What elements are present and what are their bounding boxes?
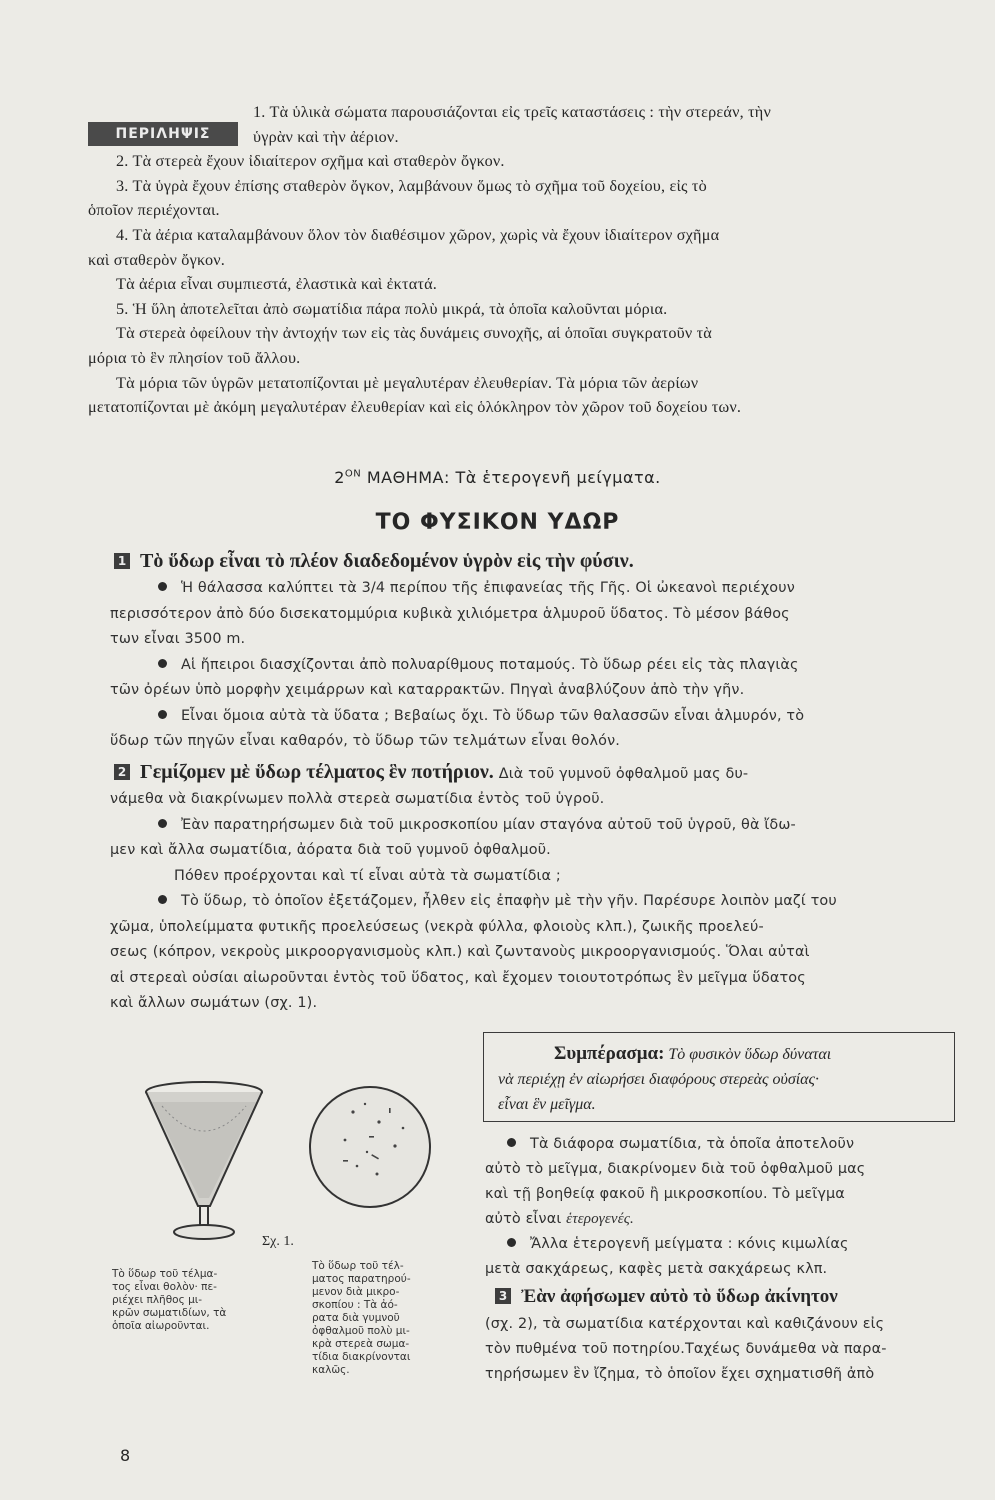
caption-line: ριέχει πλῆθος μι- — [112, 1294, 203, 1306]
section-2-title: Γεμίζομεν μὲ ὕδωρ τέλματος ἓν ποτήριον. — [140, 760, 494, 783]
text-line: Ἄλλα ἑτερογενῆ μείγματα : κόνις κιμωλίας — [530, 1236, 849, 1252]
summary-line: 4. Τὰ ἀέρια καταλαμβάνουν ὅλον τὸν διαθέσιμον χῶρον, χωρὶς νὰ ἔχουν ἰδιαίτερον σχῆμα — [116, 225, 720, 244]
text-line: Τὰ διάφορα σωματίδια, τὰ ὁποῖα ἀποτελοῦν — [530, 1136, 855, 1152]
section-1-title: Τὸ ὕδωρ εἶναι τὸ πλέον διαδεδομένον ὑγρὸν εἰς τὴν φύσιν. — [140, 550, 634, 572]
lesson-number: 2 — [334, 468, 345, 487]
text-line: χῶμα, ὑπολείμματα φυτικῆς προελεύσεως (νεκρὰ φύλλα, φλοιοὺς κλπ.), ζωικῆς προελεύ- — [110, 918, 764, 935]
caption-line: ρατα διὰ γυμνοῦ — [312, 1312, 400, 1324]
section-2-heading — [114, 757, 962, 788]
section-3-heading — [495, 1282, 955, 1312]
figure-caption-left — [112, 1268, 282, 1333]
body-text — [110, 546, 962, 1017]
caption-line: κρῶν σωματιδίων, τὰ — [112, 1307, 227, 1319]
summary-line: μόρια τὸ ἓν πλησίον τοῦ ἄλλου. — [88, 348, 301, 367]
text-line: Πόθεν προέρχονται καὶ τί εἶναι αὐτὰ τὰ σωματίδια ; — [174, 867, 561, 884]
summary-line: 2. Τὰ στερεὰ ἔχουν ἰδιαίτερον σχῆμα καὶ σταθερὸν ὄγκον. — [116, 152, 505, 171]
text-line: μεν καὶ ἄλλα σωματίδια, ἀόρατα διὰ τοῦ γυμνοῦ ὀφθαλμοῦ. — [110, 842, 551, 858]
conclusion-text: Τὸ φυσικὸν ὕδωρ δύναται — [668, 1046, 832, 1063]
text-line: των εἶναι 3500 m. — [110, 631, 246, 647]
right-column — [485, 1132, 955, 1387]
text-line: περισσότερον ἀπὸ δύο δισεκατομμύρια κυβικὰ χιλιόμετρα ἁλμυροῦ ὕδατος. Τὸ μέσον βάθος — [110, 605, 790, 622]
section-number-badge: 2 — [114, 764, 130, 780]
paragraph — [485, 1312, 955, 1387]
caption-line: ματος παρατηρού- — [312, 1273, 411, 1285]
text-line: Αἱ ἤπειροι διασχίζονται ἀπὸ πολυαρίθμους ποταμούς. Τὸ ὕδωρ ρέει εἰς τὰς πλαγιὰς — [181, 656, 799, 673]
figure-label: Σχ. 1. — [262, 1234, 294, 1249]
bullet-icon — [507, 1138, 516, 1147]
text-line: ὕδωρ τῶν πηγῶν εἶναι καθαρόν, τὸ ὕδωρ τῶν τελμάτων εἶναι θολόν. — [110, 733, 620, 749]
paragraph — [485, 1132, 955, 1282]
bullet-icon — [158, 710, 167, 719]
section-3-title: Ἐὰν ἀφήσωμεν αὐτὸ τὸ ὕδωρ ἀκίνητον — [521, 1286, 838, 1307]
caption-line: Τὸ ὕδωρ τοῦ τέλ- — [312, 1260, 404, 1272]
chapter-title: ΤΟ ΦΥΣΙΚΟΝ ΥΔΩΡ — [375, 510, 620, 535]
lesson-suffix: ΟΝ — [344, 468, 362, 480]
italic-term: ἑτερογενές. — [566, 1211, 634, 1227]
summary-line: ὑγρὰν καὶ τὴν ἀέριον. — [253, 127, 399, 146]
text-line: αὐτὸ τὸ μεῖγμα, διακρίνομεν διὰ τοῦ ὀφθαλμοῦ μας — [485, 1161, 866, 1177]
text-line: σεως (κόπρον, νεκροὺς μικροοργανισμοὺς κλπ.) καὶ ζωντανοὺς μικροοργανισμούς. Ὅλαι αὐταὶ — [110, 944, 810, 960]
caption-line: τος εἶναι θολὸν· πε- — [112, 1281, 217, 1293]
caption-line: ὁποῖα αἰωροῦνται. — [112, 1320, 210, 1332]
paragraph — [110, 576, 962, 755]
text-line: αὐτὸ εἶναι — [485, 1211, 562, 1227]
conclusion-text: νὰ περιέχῃ ἐν αἰωρήσει διαφόρους στερεὰς οὐσίας· — [498, 1071, 820, 1088]
bullet-icon — [158, 659, 167, 668]
conclusion-heading: Συμπέρασμα: — [554, 1043, 665, 1064]
text-line: Εἶναι ὅμοια αὐτὰ τὰ ὕδατα ; Βεβαίως ὄχι. Τὸ ὕδωρ τῶν θαλασσῶν εἶναι ἁλμυρόν, τὸ — [181, 707, 805, 724]
text-line: (σχ. 2), τὰ σωματίδια κατέρχονται καὶ καθιζάνουν εἰς — [485, 1316, 885, 1332]
section-number-badge: 3 — [495, 1288, 511, 1304]
text-line: τῶν ὀρέων ὑπὸ μορφὴν χειμάρρων καὶ καταρρακτῶν. Πηγαὶ ἀναβλύζουν ἀπὸ τὴν γῆν. — [110, 682, 745, 698]
bullet-icon — [507, 1238, 516, 1247]
lesson-topic: Τὰ ἑτερογενῆ μείγματα. — [455, 468, 661, 487]
glass-figure — [138, 1076, 273, 1246]
summary-section — [88, 100, 958, 420]
lesson-label: ΜΑΘΗΜΑ — [366, 468, 444, 487]
summary-line: καὶ σταθερὸν ὄγκον. — [88, 250, 226, 269]
caption-line: ὀφθαλμοῦ πολὺ μι- — [312, 1325, 410, 1337]
page-number: 8 — [120, 1446, 131, 1465]
text-line: νάμεθα νὰ διακρίνωμεν πολλὰ στερεὰ σωματίδια ἐντὸς τοῦ ὑγροῦ. — [110, 791, 605, 807]
caption-line: καλῶς. — [312, 1364, 350, 1376]
summary-line: 3. Τὰ ὑγρὰ ἔχουν ἐπίσης σταθερὸν ὄγκον, λαμβάνουν ὅμως τὸ σχῆμα τοῦ δοχείου, εἰς τὸ — [116, 176, 707, 195]
section-number-badge: 1 — [114, 553, 130, 569]
summary-line: Τὰ ἀέρια εἶναι συμπιεστά, ἐλαστικὰ καὶ ἐκτατά. — [116, 275, 438, 294]
text-line: μετὰ σακχάρεως, καφὲς μετὰ σακχάρεως κλπ. — [485, 1261, 828, 1277]
text-line: τηρήσωμεν ἓν ἴζημα, τὸ ὁποῖον ἔχει σχηματισθῆ ἀπὸ — [485, 1366, 875, 1382]
section-1-heading — [114, 546, 962, 576]
summary-line: ὁποῖον περιέχονται. — [88, 201, 220, 220]
caption-line: μενον διὰ μικρο- — [312, 1286, 400, 1298]
paragraph — [110, 787, 962, 1017]
lesson-title: $2^{ON}$ ΜΑΘΗΜΑ: Τὰ ἑτερογενῆ μείγματα. — [334, 468, 661, 487]
bullet-icon — [158, 895, 167, 904]
conclusion-text: εἶναι ἓν μεῖγμα. — [498, 1096, 596, 1113]
caption-line: σκοπίου : Τὰ ἀό- — [312, 1299, 398, 1311]
microscope-view-figure — [305, 1082, 435, 1212]
caption-line: τίδια διακρίνονται — [312, 1351, 411, 1363]
bullet-icon — [158, 582, 167, 591]
summary-line: μετατοπίζονται μὲ ἀκόμη μεγαλυτέραν ἐλευθερίαν καὶ εἰς ὁλόκληρον τὸν χῶρον τοῦ δοχείου των. — [88, 398, 742, 417]
text-line: Ἡ θάλασσα καλύπτει τὰ 3/4 περίπου τῆς ἐπιφανείας τῆς Γῆς. Οἱ ὠκεανοὶ περιέχουν — [181, 580, 795, 596]
caption-line: κρὰ στερεὰ σωμα- — [312, 1338, 410, 1350]
text-line: Διὰ τοῦ γυμνοῦ ὀφθαλμοῦ μας δυ- — [498, 765, 749, 782]
text-line: Ἐὰν παρατηρήσωμεν διὰ τοῦ μικροσκοπίου μίαν σταγόνα αὐτοῦ τοῦ ὑγροῦ, θὰ ἴδω- — [181, 816, 796, 833]
caption-line: Τὸ ὕδωρ τοῦ τέλμα- — [112, 1268, 218, 1280]
summary-line: Τὰ μόρια τῶν ὑγρῶν μετατοπίζονται μὲ μεγαλυτέραν ἐλευθερίαν. Τὰ μόρια τῶν ἀερίων — [116, 373, 699, 392]
bullet-icon — [158, 819, 167, 828]
text-line: τὸν πυθμένα τοῦ ποτηρίου.Ταχέως δυνάμεθα νὰ παρα- — [485, 1341, 887, 1357]
text-line: αἱ στερεαὶ οὐσίαι αἰωροῦνται ἐντὸς τοῦ ὕδατος, καὶ ἔχομεν τοιουτοτρόπως ἓν μεῖγμα ὕδατος — [110, 969, 806, 986]
figure-caption-right — [312, 1260, 462, 1377]
conclusion-box — [483, 1032, 955, 1122]
summary-line: 5. Ἡ ὕλη ἀποτελεῖται ἀπὸ σωματίδια πάρα πολὺ μικρά, τὰ ὁποῖα καλοῦνται μόρια. — [116, 299, 668, 318]
text-line: καὶ τῇ βοηθείᾳ φακοῦ ἢ μικροσκοπίου. Τὸ μεῖγμα — [485, 1186, 845, 1202]
text-line: Τὸ ὕδωρ, τὸ ὁποῖον ἐξετάζομεν, ἦλθεν εἰς ἐπαφὴν μὲ τὴν γῆν. Παρέσυρε λοιπὸν μαζί του — [181, 893, 837, 909]
text-line: καὶ ἄλλων σωμάτων (σχ. 1). — [110, 995, 318, 1011]
summary-line: Τὰ στερεὰ ὀφείλουν τὴν ἀντοχήν των εἰς τὰς δυνάμεις συνοχῆς, αἱ ὁποῖαι συγκρατοῦν τὰ — [116, 324, 712, 343]
summary-line: 1. Τὰ ὑλικὰ σώματα παρουσιάζονται εἰς τρεῖς καταστάσεις : τὴν στερεάν, τὴν — [253, 103, 771, 121]
summary-badge: ΠΕΡΙΛΗΨΙΣ — [88, 122, 238, 146]
